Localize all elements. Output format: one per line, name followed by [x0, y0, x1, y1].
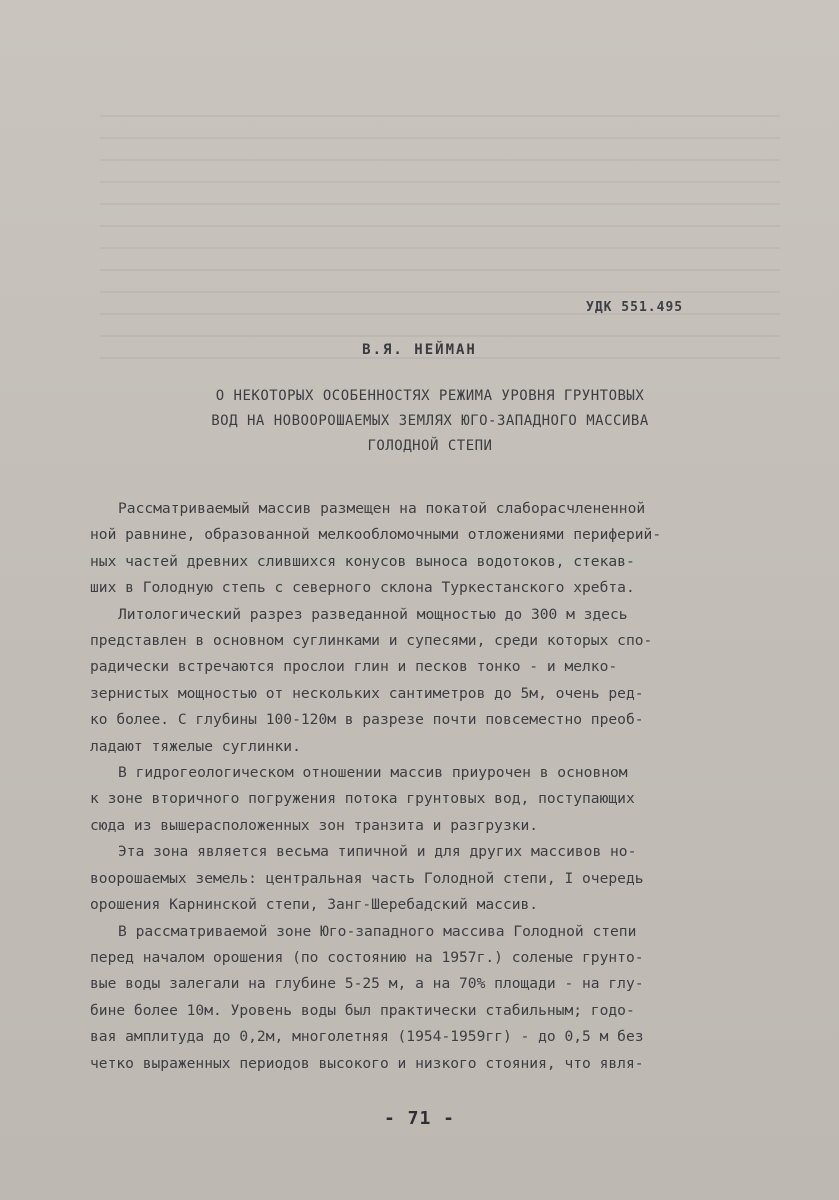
body-line: В гидрогеологическом отношении массив приурочен в основном	[118, 764, 628, 782]
title-line: ГОЛОДНОЙ СТЕПИ	[367, 438, 493, 454]
body-line: Рассматриваемый массив размещен на покатой слаборасчлененной	[118, 500, 646, 517]
article-title	[110, 384, 750, 459]
body-line: сюда из вышерасположенных зон транзита и разгрузки.	[90, 816, 539, 834]
body-line: орошения Карнинской степи, Занг-Шеребадский массив.	[90, 896, 539, 914]
body-line: бине более 10м. Уровень воды был практически стабильным; годо-	[90, 1001, 635, 1019]
reverse-side-bleed-through	[100, 95, 780, 375]
body-line: ладают тяжелые суглинки.	[90, 737, 301, 755]
body-line: перед началом орошения (по состоянию на 1957г.) соленые грунто-	[90, 948, 644, 966]
udk-code: УДК 551.495	[586, 300, 684, 315]
title-line: О НЕКОТОРЫХ ОСОБЕННОСТЯХ РЕЖИМА УРОВНЯ ГРУНТОВЫХ	[215, 388, 645, 404]
body-line: четко выраженных периодов высокого и низкого стояния, что явля-	[90, 1054, 644, 1072]
body-line: зернистых мощностью от нескольких сантиметров до 5м, очень ред-	[90, 684, 644, 702]
body-line: к зоне вторичного погружения потока грунтовых вод, поступающих	[90, 790, 635, 808]
body-line: Литологический разрез разведанной мощностью до 300 м здесь	[118, 605, 628, 623]
body-line: радически встречаются прослои глин и песков тонко - и мелко-	[90, 658, 618, 676]
body-line: Эта зона является весьма типичной и для других массивов но-	[118, 843, 637, 861]
body-line: ших в Голодную степь с северного склона Туркестанского хребта.	[90, 579, 635, 597]
body-line: представлен в основном суглинками и супесями, среди которых спо-	[90, 632, 653, 650]
body-line: В рассматриваемой зоне Юго-западного массива Голодной степи	[118, 922, 637, 940]
body-line: вые воды залегали на глубине 5-25 м, а на 70% площади - на глу-	[90, 975, 644, 993]
body-line: вoорошаемых земель: центральная часть Голодной степи, I очередь	[90, 869, 644, 887]
page-number: - 71 -	[383, 1108, 456, 1129]
author-name: В.Я. НЕЙМАН	[362, 342, 477, 358]
body-line: ко более. С глубины 100-120м в разрезе почти повсеместно преоб-	[90, 711, 644, 729]
body-line: ных частей древних слившихся конусов выноса водотоков, стекав-	[90, 552, 635, 570]
body-text	[90, 496, 768, 1077]
body-line: вая амплитуда до 0,2м, многолетняя (1954-1959гг) - до 0,5 м без	[90, 1028, 644, 1046]
body-line: ной равнине, образованной мелкообломочными отложениями периферий-	[90, 526, 662, 544]
title-line: ВОД НА НОВООРОШАЕМЫХ ЗЕМЛЯХ ЮГО-ЗАПАДНОГО МАССИВА	[211, 413, 649, 429]
